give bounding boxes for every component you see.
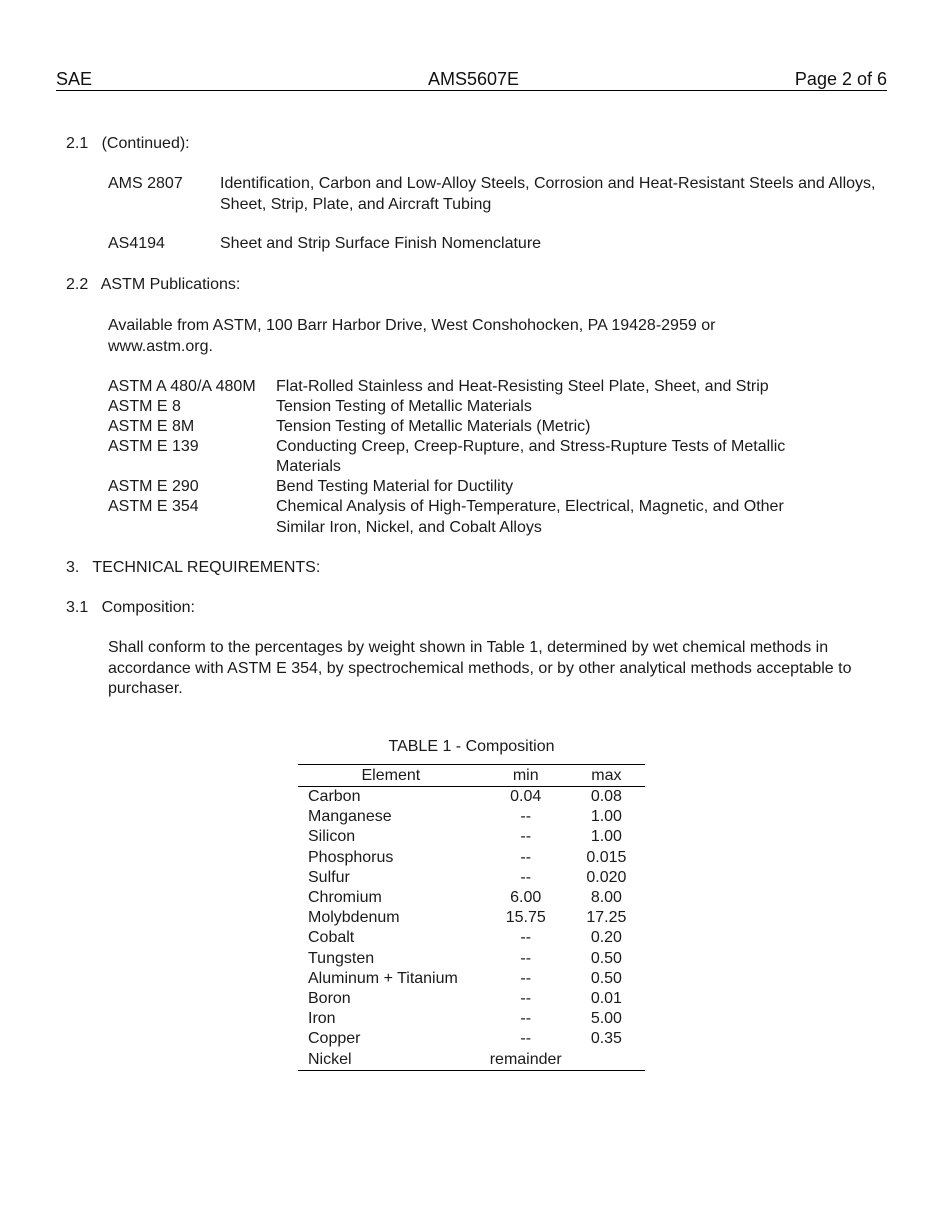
ref-text: Flat-Rolled Stainless and Heat-Resisting Steel Plate, Sheet, and Strip (276, 378, 769, 395)
ref-code: ASTM E 354 (108, 498, 199, 515)
composition-table (298, 764, 645, 1071)
ref-code: ASTM E 290 (108, 478, 199, 495)
element-cell: Copper (308, 1030, 361, 1048)
max-cell: 1.00 (590, 828, 622, 846)
ref-text: Tension Testing of Metallic Materials (276, 398, 532, 415)
ref-code: ASTM E 8 (108, 398, 181, 415)
element-cell: Manganese (308, 808, 392, 826)
table-row (298, 787, 645, 808)
table-row (298, 949, 645, 969)
ref-code: AS4194 (108, 235, 165, 252)
table-row (298, 827, 645, 847)
element-cell: Nickel (308, 1050, 352, 1068)
element-cell: Tungsten (308, 949, 375, 967)
min-cell: -- (520, 969, 532, 987)
ref-code: ASTM E 139 (108, 438, 199, 455)
ref-text: Chemical Analysis of High-Temperature, Electrical, Magnetic, and Other Similar Iron, Nickel, and Cobalt Alloys (276, 498, 784, 536)
max-cell: 8.00 (590, 889, 622, 907)
table-row (298, 1049, 645, 1070)
max-cell: 17.25 (586, 909, 627, 927)
table-row (298, 888, 645, 908)
table-row (298, 989, 645, 1009)
min-cell: -- (520, 1030, 532, 1048)
table-row (298, 807, 645, 827)
column-header-element: Element (298, 765, 484, 787)
min-cell: -- (520, 949, 532, 967)
column-header-max: max (568, 765, 645, 787)
max-cell (568, 1049, 645, 1070)
element-cell: Molybdenum (308, 909, 400, 927)
max-cell: 0.08 (590, 788, 622, 806)
max-cell: 0.020 (586, 868, 627, 886)
ref-code: AMS 2807 (108, 175, 183, 192)
table-row (298, 868, 645, 888)
section-3-heading: 3. TECHNICAL REQUIREMENTS: (66, 559, 321, 576)
max-cell: 5.00 (590, 1010, 622, 1028)
min-cell: -- (520, 828, 532, 846)
table-row (298, 928, 645, 948)
section-3-1-heading: 3.1 Composition: (66, 599, 195, 616)
ref-code: ASTM A 480/A 480M (108, 378, 256, 395)
table-row (298, 969, 645, 989)
element-cell: Cobalt (308, 929, 355, 947)
section-2-2-intro: Available from ASTM, 100 Barr Harbor Drive, West Conshohocken, PA 19428-2959 or www.astm.org. (108, 317, 716, 355)
section-2-1-heading: 2.1 (Continued): (66, 135, 190, 152)
element-cell: Boron (308, 989, 351, 1007)
header-page-number: Page 2 of 6 (794, 69, 887, 89)
column-header-min: min (484, 765, 568, 787)
min-cell: -- (520, 929, 532, 947)
element-cell: Sulfur (308, 868, 350, 886)
element-cell: Silicon (308, 828, 356, 846)
table-header-row (298, 765, 645, 787)
ref-text: Conducting Creep, Creep-Rupture, and Stress-Rupture Tests of Metallic Materials (276, 438, 786, 475)
element-cell: Aluminum + Titanium (308, 969, 458, 987)
ref-text: Identification, Carbon and Low-Alloy Steels, Corrosion and Heat-Resistant Steels and Alloys, Sheet, Strip, Plate, and Aircraft Tubing (220, 175, 876, 213)
table-row (298, 908, 645, 928)
table-title: TABLE 1 - Composition (388, 738, 555, 755)
ref-text: Tension Testing of Metallic Materials (Metric) (276, 418, 591, 435)
min-cell: remainder (489, 1050, 562, 1068)
section-2-2-heading: 2.2 ASTM Publications: (66, 276, 241, 293)
table-row (298, 848, 645, 868)
max-cell: 0.50 (590, 969, 622, 987)
element-cell: Phosphorus (308, 848, 394, 866)
min-cell: 6.00 (510, 889, 542, 907)
ref-text: Bend Testing Material for Ductility (276, 478, 514, 495)
element-cell: Iron (308, 1010, 336, 1028)
min-cell: -- (520, 808, 532, 826)
min-cell: -- (520, 989, 532, 1007)
header-org: SAE (56, 69, 93, 89)
max-cell: 0.01 (590, 989, 622, 1007)
max-cell: 0.20 (590, 929, 622, 947)
min-cell: 0.04 (510, 788, 542, 806)
ref-code: ASTM E 8M (108, 418, 195, 435)
min-cell: -- (520, 868, 532, 886)
table-row (298, 1029, 645, 1049)
max-cell: 1.00 (590, 808, 622, 826)
max-cell: 0.35 (590, 1030, 622, 1048)
section-3-1-body: Shall conform to the percentages by weight shown in Table 1, determined by wet chemical methods in accordance with ASTM E 354, by spectrochemical methods, or by other analytical methods acceptable to purchaser. (108, 639, 852, 697)
min-cell: -- (520, 1010, 532, 1028)
page-header (56, 68, 887, 91)
max-cell: 0.015 (586, 848, 627, 866)
ref-text: Sheet and Strip Surface Finish Nomenclature (220, 235, 542, 252)
min-cell: 15.75 (505, 909, 546, 927)
min-cell: -- (520, 848, 532, 866)
element-cell: Chromium (308, 889, 382, 907)
table-row (298, 1009, 645, 1029)
header-doc-number: AMS5607E (428, 69, 520, 89)
element-cell: Carbon (308, 788, 361, 806)
max-cell: 0.50 (590, 949, 622, 967)
